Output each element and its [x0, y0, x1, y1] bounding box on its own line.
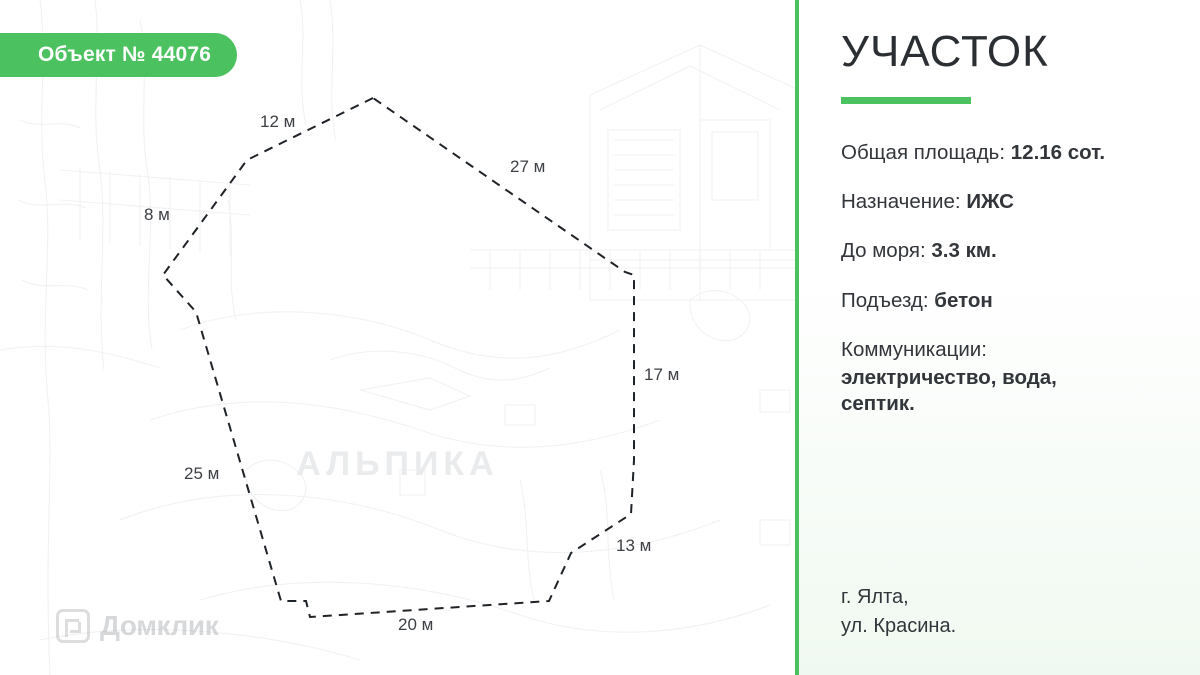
spec-value-to-sea: 3.3 км.: [931, 239, 997, 263]
spec-value-communications: электричество, вода, септик.: [841, 366, 1057, 416]
title-rule: [841, 97, 971, 104]
domclick-logo-icon: [56, 609, 90, 643]
dimension-label-17m: 17 м: [644, 365, 680, 384]
spec-value-access: бетон: [934, 288, 993, 312]
spec-list: [841, 140, 1200, 418]
spec-label-communications: Коммуникации:: [841, 337, 987, 361]
address-line-street: ул. Красина.: [841, 615, 957, 637]
spec-value-purpose: ИЖС: [966, 190, 1014, 214]
address-block: [841, 583, 956, 641]
info-panel: [795, 0, 1200, 675]
plot-polygon: [163, 98, 634, 617]
spec-row-to-sea: [841, 238, 1200, 264]
spec-row-purpose: [841, 189, 1200, 215]
dimension-label-20m: 20 м: [398, 615, 434, 634]
dimension-label-27m: 27 м: [510, 157, 546, 176]
dimension-label-8m: 8 м: [144, 205, 170, 224]
spec-label-purpose: Назначение:: [841, 190, 961, 214]
spec-row-total-area: [841, 140, 1200, 166]
spec-label-total-area: Общая площадь:: [841, 141, 1006, 164]
dimension-label-13m: 13 м: [616, 536, 652, 555]
spec-value-total-area: 12.16 сот.: [1010, 141, 1106, 164]
dimension-label-25m: 25 м: [184, 464, 220, 483]
dimension-label-12m: 12 м: [260, 112, 296, 131]
spec-label-to-sea: До моря:: [841, 239, 926, 263]
spec-label-access: Подъезд:: [841, 288, 929, 312]
panel-title: УЧАСТОК: [841, 27, 1049, 76]
center-watermark: АЛЬПИКА: [296, 445, 499, 483]
object-number-badge: Объект № 44076: [0, 33, 237, 77]
spec-row-access: [841, 288, 1200, 314]
brand-watermark: [56, 609, 218, 643]
address-line-city: г. Ялта,: [841, 586, 909, 608]
brand-watermark-label: Домклик: [100, 610, 219, 641]
spec-row-communications: [841, 337, 1200, 418]
